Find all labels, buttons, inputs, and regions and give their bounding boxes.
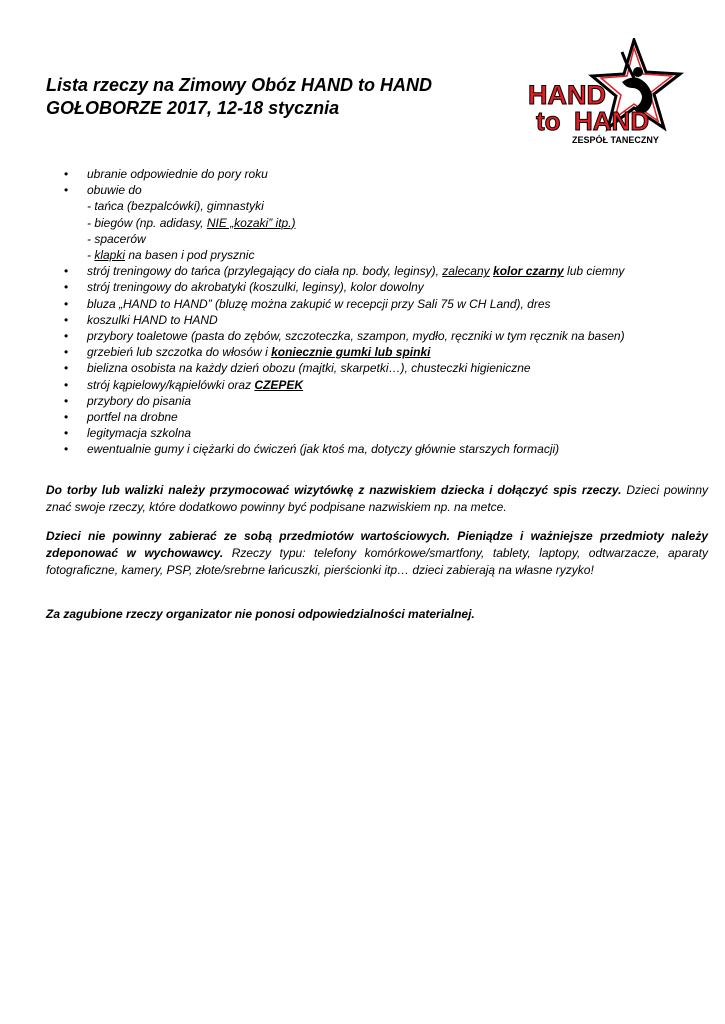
paragraph-valuables: Dzieci nie powinny zabierać ze sobą przedmiotów wartościowych. Pieniądze i ważniejsze przedmioty należy zdeponować w wychowawcy. Rzeczy typu: telefony komórkowe/smartfony, tablety, laptopy, odtwarzacze, aparaty fotograficzne, kamery, PSP, złote/srebrne łańcuszki, pierścionki itp… dzieci zabierają na własne ryzyko! <box>46 529 708 577</box>
list-item: • obuwie do - tańca (bezpalcówki), gimnastyki - biegów (np. adidasy, NIE „kozaki” itp.) - spacerów - klapki na basen i pod prysznic <box>46 182 686 263</box>
list-item: • bielizna osobista na każdy dzień obozu (majtki, skarpetki…), chusteczki higieniczne <box>46 360 686 376</box>
list-item: • przybory toaletowe (pasta do zębów, szczoteczka, szampon, mydło, ręczniki w tym ręcznik na basen) <box>46 328 686 344</box>
sub-item: - spacerów <box>87 231 146 246</box>
list-item: • bluza „HAND to HAND” (bluzę można zakupić w recepcji przy Sali 75 w CH Land), dres <box>46 296 686 312</box>
page-title <box>46 74 486 120</box>
list-item: • strój treningowy do tańca (przylegający do ciała np. body, leginsy), zalecany kolor czarny lub ciemny <box>46 263 686 279</box>
sub-item: - klapki na basen i pod prysznic <box>87 248 255 263</box>
list-item: • grzebień lub szczotka do włosów i koniecznie gumki lub spinki <box>46 344 686 360</box>
logo-subtitle: ZESPÓŁ TANECZNY <box>572 135 659 145</box>
list-item: • legitymacja szkolna <box>46 425 686 441</box>
sub-item: - tańca (bezpalcówki), gimnastyki <box>87 199 264 214</box>
logo-word-hand-2: HAND <box>574 106 650 136</box>
list-item: • przybory do pisania <box>46 393 686 409</box>
logo-word-to: to <box>536 106 561 136</box>
list-item: • koszulki HAND to HAND <box>46 312 686 328</box>
logo-word-hand-1: HAND <box>528 80 606 110</box>
list-item: • strój treningowy do akrobatyki (koszulki, leginsy), kolor dowolny <box>46 279 686 295</box>
hand-to-hand-logo <box>526 38 686 148</box>
paragraph-liability: Za zagubione rzeczy organizator nie ponosi odpowiedzialności materialnej. <box>46 607 475 621</box>
paragraph-luggage: Do torby lub walizki należy przymocować wizytówkę z nazwiskiem dziecka i dołączyć spis rzeczy. Dzieci powinny znać swoje rzeczy, które dodatkowo powinny być podpisane nazwiskiem np. na metce. <box>46 483 708 514</box>
title-line-1: Lista rzeczy na Zimowy Obóz HAND to HAND <box>46 75 433 95</box>
list-item: • ubranie odpowiednie do pory roku <box>46 166 686 182</box>
list-item: • portfel na drobne <box>46 409 686 425</box>
sub-item: - biegów (np. adidasy, NIE „kozaki” itp.) <box>87 215 296 230</box>
list-item: • ewentualnie gumy i ciężarki do ćwiczeń (jak ktoś ma, dotyczy głównie starszych formacji) <box>46 441 686 457</box>
title-line-2: GOŁOBORZE 2017, 12-18 stycznia <box>46 98 340 118</box>
list-item: • strój kąpielowy/kąpielówki oraz CZEPEK <box>46 377 686 393</box>
packing-list <box>46 166 686 458</box>
